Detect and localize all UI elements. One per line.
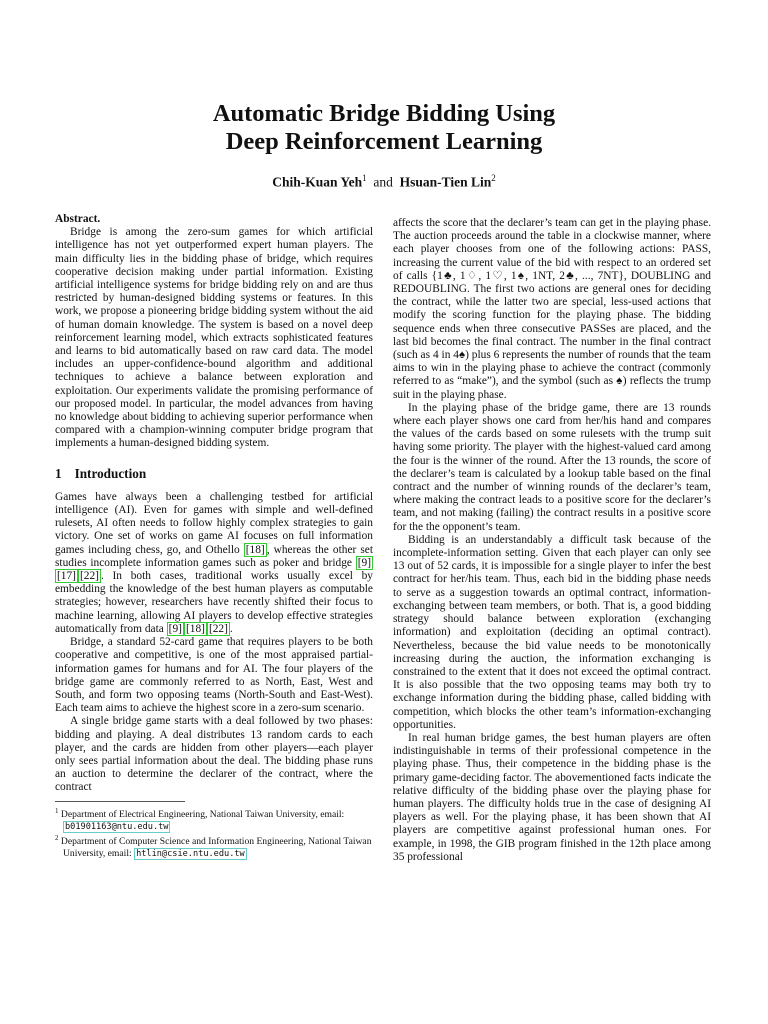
footnote-2 — [55, 833, 373, 860]
section-title: Introduction — [74, 465, 147, 481]
author-2-name: Hsuan-Tien Lin — [399, 174, 492, 190]
author-2-mark: 2 — [491, 173, 496, 183]
footnote-2-mark: 2 — [55, 834, 59, 842]
footnote-2-email-link[interactable]: htlin@csie.ntu.edu.tw — [136, 848, 245, 859]
intro-paragraph-2: Bridge, a standard 52-card game that requires players to be both cooperative and competitive, is one of the most appraised partial-information games for humans and for AI. The four players of the bridge game are commonly referred to as North, East, West and South, and form two opposing teams (North-South and East-West). Each team aims to achieve the highest score in a zero-sum scenario. — [55, 636, 373, 715]
citation-link-9b[interactable]: [9] — [168, 622, 182, 635]
citation-link-18b[interactable]: [18] — [185, 622, 205, 635]
title-line-1: Automatic Bridge Bidding Using — [212, 100, 556, 127]
right-paragraph-1: affects the score that the declarer’s team can get in the playing phase. The auction proceeds around the table in a clockwise manner, where each player chooses from one of the following actions: PASS, increasing the current value of the bid with respect to an ordered set of calls {1♣, 1♢, 1♡, 1♠, 1NT, 2♣, ..., 7NT}, DOUBLING and REDOUBLING. The first two actions are general ones for deciding the contract, while the latter two are special, less-used actions that modify the scoring function for the playing phase. The bidding sequence ends when three consecutive PASSes are placed, and the last bid becomes the final contract. The number in the final contract (such as 4 in 4♠) plus 6 represents the number of rounds that the team aims to win in the playing phase to achieve the contract (commonly referred to as “make”), and the symbol (such as ♠) reflects the trump suit in the playing phase. — [393, 217, 711, 401]
paper-title — [0, 100, 768, 156]
title-line-2: Deep Reinforcement Learning — [225, 128, 543, 155]
citation-link-9[interactable]: [9] — [357, 556, 371, 569]
footnote-1 — [55, 806, 373, 833]
section-heading-introduction — [55, 467, 373, 480]
author-conjunction: and — [373, 174, 393, 190]
right-column — [393, 217, 711, 864]
right-paragraph-2: In the playing phase of the bridge game, there are 13 rounds where each player shows one card from her/his hand and compares the values of the cards based on some rulesets with the trump suit having some priority. The player with the highest-valued card among the four is the winner of the round. After the 13 rounds, the score of the declarer’s team is calculated by a lookup table based on the final contract and the number of winning rounds of the declarer’s team, where making the contract leads to a positive score for the declarer’s team, and not making (failing) the contract results in a positive score for the the opponent’s team. — [393, 401, 711, 533]
footnote-2-text: Department of Computer Science and Information Engineering, National Taiwan University, email: — [60, 836, 372, 859]
citation-link-17[interactable]: [17] — [57, 570, 76, 583]
author-1-name: Chih-Kuan Yeh — [272, 174, 363, 190]
left-column — [55, 213, 373, 795]
abstract-heading: Abstract. — [55, 213, 101, 225]
footnote-1-text: Department of Electrical Engineering, National Taiwan University, email: — [60, 809, 345, 821]
abstract-text: Bridge is among the zero-sum games for which artificial intelligence has not yet outperformed expert human players. The main difficulty lies in the bidding phase of bridge, which requires cooperative decision making under partial information. Existing artificial intelligence systems for bridge bidding rely on and are thus restricted by human-designed bidding systems or features. In this work, we propose a pioneering bridge bidding system without the aid of human domain knowledge. The system is based on a novel deep reinforcement learning model, which extracts sophisticated features and learns to bid automatically based on raw card data. The model includes an upper-confidence-bound algorithm and additional techniques to achieve a balance between exploration and exploitation. Our experiments validate the promising performance of our proposed model. In particular, the model advances from having no knowledge about bidding to achieving superior performance when compared with a champion-winning computer bridge program that implements a human-designed bidding system. — [55, 226, 373, 450]
footnote-1-email-link[interactable]: b01901163@ntu.edu.tw — [65, 821, 169, 832]
intro-p1-text-b: , whereas the other set studies incomplete information games such as poker and bridge — [55, 543, 373, 569]
author-line — [0, 173, 768, 191]
footnote-rule — [55, 801, 185, 802]
intro-paragraph-3: A single bridge game starts with a deal followed by two phases: bidding and playing. A deal distributes 13 random cards to each player, and the cards are hidden from other players—each player only sees partial information about the deal. The bidding phase runs an auction to determine the declarer of the contract, where the contract — [55, 715, 373, 794]
footnotes — [55, 801, 373, 860]
right-paragraph-4: In real human bridge games, the best human players are often indistinguishable in terms of their professional competence in the playing phase. Thus, their competence in the bidding phase is the primary game-deciding factor. The abovementioned facts indicate the relative difficulty of the bidding phase over the playing phase for human players. The difficulty holds true in the case of designing AI players as well. For the playing phase, it has been shown that AI players are competitive against professional human ones. For example, in 1998, the GIB program finished in the 12th place among 35 professional — [393, 731, 711, 863]
section-number: 1 — [55, 465, 62, 481]
right-paragraph-3: Bidding is an understandably a difficult task because of the incomplete-information setting. Given that each player can only see 13 out of 52 cards, it is impossible for a single player to infer the best contract for her/his team. Thus, each bid in the bidding phase needs to serve as a suggestion towards an optimal contract, information-exchanging between team members, or both. That is, a good bidding strategy should balance between exploration (exchanging information) and exploitation (deciding an optimal contract). Nevertheless, because the bid value needs to be monotonically increasing during the auction, the information exchanging is constrained to the extent that it does not exceed the optimal contract. It is also possible that the two opposing teams may both try to exchange information during the bidding phase, called bidding with competition, which blocks the other team’s information-exchanging opportunities. — [393, 533, 711, 731]
intro-p1-text-d: . — [229, 622, 233, 635]
intro-paragraph-1 — [55, 491, 373, 636]
citation-link-22[interactable]: [22] — [79, 570, 99, 583]
citation-link-22b[interactable]: [22] — [208, 622, 228, 635]
intro-p1-text-c: . In both cases, traditional works usually excel by embedding the knowledge of the best human players as computable strategies; however, researchers have recently shifted their focus to machine learning, allowing AI players to develop effective strategies automatically from data — [55, 570, 373, 635]
author-1-mark: 1 — [362, 173, 367, 183]
intro-p1-text-a: Games have always been a challenging testbed for artificial intelligence (AI). Even for games with simple and well-defined rulesets, AI often needs to follow highly complex strategies to gain victory. One set of works on game AI focuses on full information games including chess, go, and Othello — [55, 490, 373, 556]
footnote-1-mark: 1 — [55, 807, 59, 815]
citation-link-18[interactable]: [18] — [245, 543, 265, 556]
